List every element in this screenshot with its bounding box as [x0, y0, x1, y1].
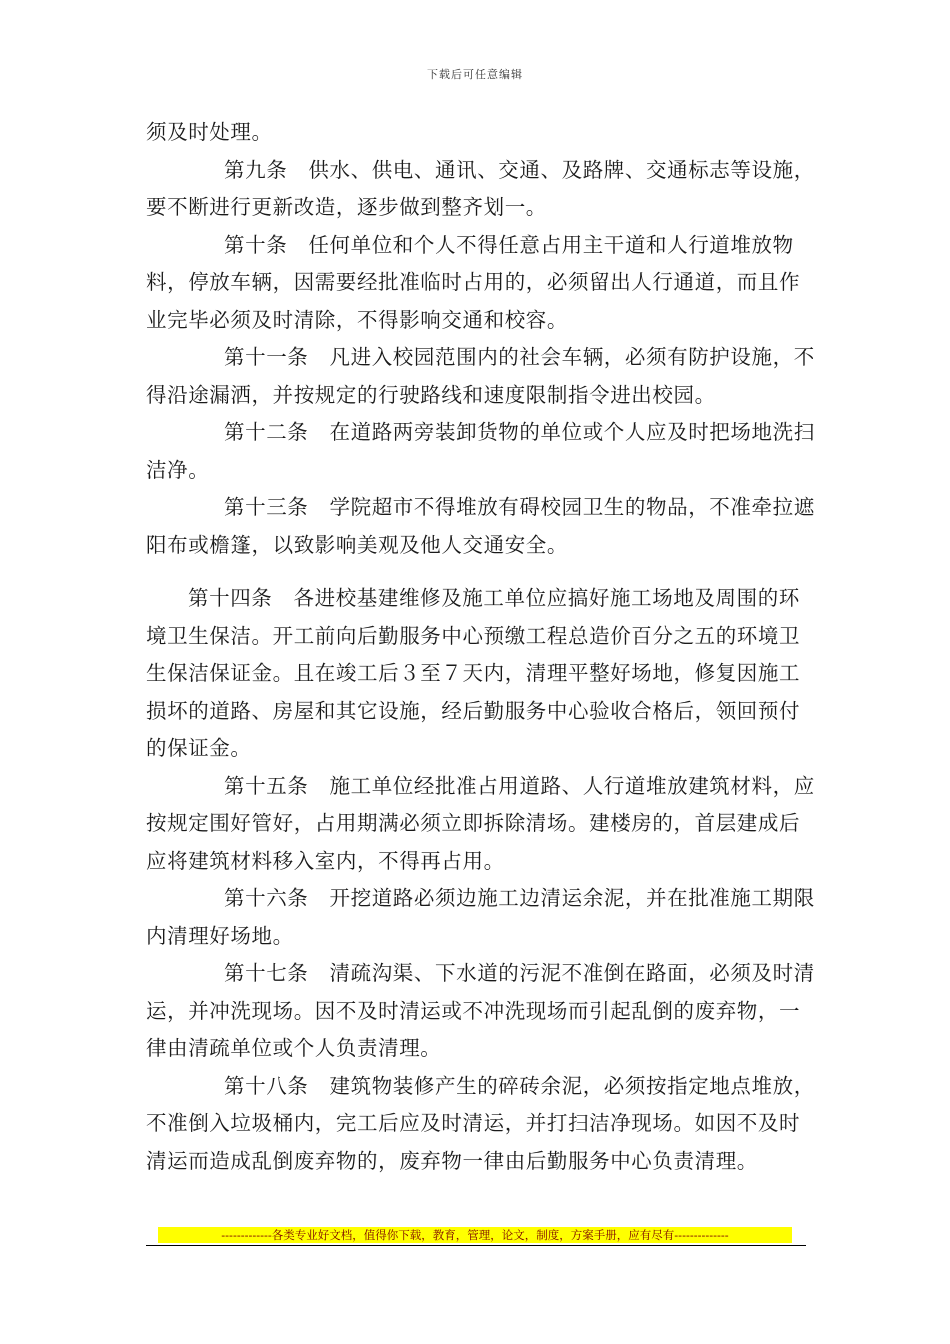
article-15: 第十五条 施工单位经批准占用道路、人行道堆放建筑材料，应按规定围好管好，占用期满必须立即拆除清场。建楼房的，首层建成后应将建筑材料移入室内，不得再占用。: [146, 773, 815, 873]
footer-banner: -------------各类专业好文档，值得你下载，教育，管理，论文，制度，方案手册，应有尽有--------------: [158, 1227, 792, 1243]
paragraph-continuation: 须及时处理。: [146, 120, 273, 144]
footer-divider: [146, 1245, 806, 1246]
header-note: 下载后可任意编辑: [427, 68, 523, 81]
article-12: 第十二条 在道路两旁装卸货物的单位或个人应及时把场地洗扫洁净。: [146, 420, 815, 482]
article-14: 第十四条 各进校基建维修及施工单位应搞好施工场地及周围的环境卫生保洁。开工前向后勤服务中心预缴工程总造价百分之五的环境卫生保洁保证金。且在竣工后３至７天内，清理平整好场地，修复因施工损坏的道路、房屋和其它设施，经后勤服务中心验收合格后，领回预付的保证金。: [146, 586, 801, 760]
article-13: 第十三条 学院超市不得堆放有碍校园卫生的物品，不准牵拉遮阳布或檐篷，以致影响美观及他人交通安全。: [146, 495, 815, 557]
article-9: 第九条 供水、供电、通讯、交通、及路牌、交通标志等设施，要不断进行更新改造，逐步做到整齐划一。: [146, 157, 815, 219]
article-18: 第十八条 建筑物装修产生的碎砖余泥，必须按指定地点堆放，不准倒入垃圾桶内，完工后应及时清运，并打扫洁净现场。如因不及时清运而造成乱倒废弃物的，废弃物一律由后勤服务中心负责清理。: [146, 1073, 815, 1173]
article-10: 第十条 任何单位和个人不得任意占用主干道和人行道堆放物料，停放车辆，因需要经批准临时占用的，必须留出人行通道，而且作业完毕必须及时清除，不得影响交通和校容。: [146, 232, 801, 332]
document-body: [146, 114, 816, 1180]
article-17: 第十七条 清疏沟渠、下水道的污泥不准倒在路面，必须及时清运，并冲洗现场。因不及时清运或不冲洗现场而引起乱倒的废弃物，一律由清疏单位或个人负责清理。: [146, 961, 815, 1060]
article-16: 第十六条 开挖道路必须边施工边清运余泥，并在批准施工期限内清理好场地。: [146, 886, 815, 948]
article-11: 第十一条 凡进入校园范围内的社会车辆，必须有防护设施，不得沿途漏洒，并按规定的行驶路线和速度限制指令进出校园。: [146, 345, 815, 407]
